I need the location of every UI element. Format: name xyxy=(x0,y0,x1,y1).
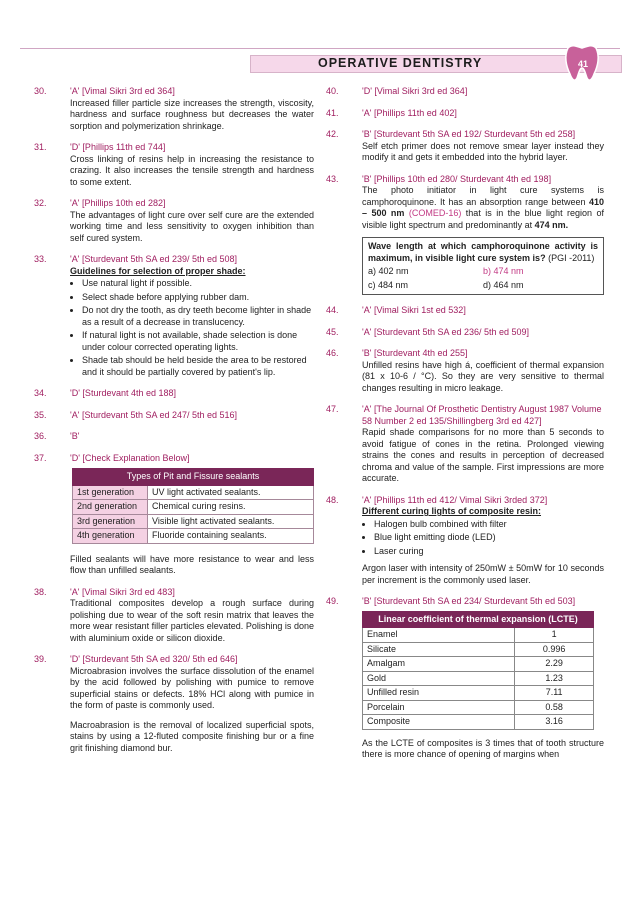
exam-source: (PGI -2011) xyxy=(548,252,595,263)
table-cell: 3rd generation xyxy=(73,514,148,529)
question-number: 32. xyxy=(34,198,47,208)
table-cell: Chemical curing resins. xyxy=(148,500,314,515)
table-cell: 2nd generation xyxy=(73,500,148,515)
answer-reference: 'B' xyxy=(70,431,80,441)
list-item: • If natural light is not available, shade selection is done under colour corrected operating lights. xyxy=(82,330,314,353)
shade-guidelines-list xyxy=(70,278,314,378)
table-row xyxy=(363,642,594,657)
question-number: 35. xyxy=(34,409,47,420)
table-row xyxy=(73,485,314,500)
question-number: 49. xyxy=(326,596,339,606)
answer-reference: 'A' [Phillips 11th ed 412/ Vimal Sikri 3rded 372] xyxy=(362,494,548,505)
answer-41 xyxy=(326,108,604,120)
list-item: • Shade tab should be held beside the area to be restored and it should be partially covered by patient's lip. xyxy=(82,355,314,378)
answer-31 xyxy=(34,142,314,188)
answer-40 xyxy=(326,86,604,98)
question-number: 31. xyxy=(34,142,47,152)
answer-reference: 'A' [Sturdevant 5th SA ed 239/ 5th ed 508] xyxy=(70,254,238,264)
exam-question-text: Wave length at which camphoroquinone activity is maximum, in visible light cure system is? xyxy=(368,241,598,263)
question-number: 46. xyxy=(326,348,339,358)
table-row xyxy=(363,671,594,686)
table-cell: 1 xyxy=(515,628,594,643)
answer-reference: 'B' [Phillips 10th ed 280/ Sturdevant 4th ed 198] xyxy=(362,173,552,184)
table-cell: Amalgam xyxy=(363,657,515,672)
option: d) 464 nm xyxy=(483,279,524,290)
explanation-text: Argon laser with intensity of 250mW ± 50mW for 10 seconds per increment is the commonly used laser. xyxy=(362,563,604,585)
answer-33 xyxy=(34,254,314,378)
page-number: 41 xyxy=(577,59,588,69)
header-rule xyxy=(20,48,620,49)
table-cell: Gold xyxy=(363,671,515,686)
table-row xyxy=(363,686,594,701)
table-row xyxy=(363,657,594,672)
answer-39 xyxy=(34,654,314,754)
question-number: 36. xyxy=(34,431,47,441)
peak-wavelength: 474 nm. xyxy=(534,219,569,230)
answer-reference: 'A' [Vimal Sikri 3rd ed 364] xyxy=(70,86,175,96)
answer-reference: 'B' [Sturdevant 5th SA ed 192/ Sturdevant 5th ed 258] xyxy=(362,129,576,139)
answer-reference: 'A' [Sturdevant 5th SA ed 236/ 5th ed 509] xyxy=(362,326,530,337)
answer-35 xyxy=(34,410,314,422)
list-item: • Blue light emitting diode (LED) xyxy=(374,532,604,544)
answer-32 xyxy=(34,198,314,244)
answer-reference: 'A' [Sturdevant 5th SA ed 247/ 5th ed 516] xyxy=(70,409,238,420)
table-title: Types of Pit and Fissure sealants xyxy=(73,469,314,486)
answer-reference: 'D' [Sturdevant 4th ed 188] xyxy=(70,388,177,398)
question-number: 37. xyxy=(34,452,47,463)
question-number: 38. xyxy=(34,586,47,597)
table-cell: Silicate xyxy=(363,642,515,657)
exam-question xyxy=(368,241,598,264)
table-cell: 3.16 xyxy=(515,715,594,730)
list-item: • Use natural light if possible. xyxy=(82,278,314,290)
answer-reference: 'D' [Phillips 11th ed 744] xyxy=(70,142,166,152)
list-item: • Halogen bulb combined with filter xyxy=(374,519,604,531)
page-title: OPERATIVE DENTISTRY xyxy=(318,56,483,70)
table-cell: 0.996 xyxy=(515,642,594,657)
answer-reference: 'A' [Phillips 11th ed 402] xyxy=(362,107,457,118)
text-run: The photo initiator in light cure systems is camphoroquinone. It has an absorption range between xyxy=(362,185,604,207)
answer-reference: 'A' [Phillips 10th ed 282] xyxy=(70,198,166,208)
curing-lights-list xyxy=(362,519,604,558)
answer-reference: 'D' [Vimal Sikri 3rd ed 364] xyxy=(362,86,468,96)
answer-36 xyxy=(34,431,314,443)
explanation-text: Self etch primer does not remove smear layer instead they modify it and gets it embedded into the hybrid layer. xyxy=(362,140,604,162)
explanation-text: Filled sealants will have more resistance to wear and less flow than unfilled sealants. xyxy=(70,553,314,575)
question-number: 45. xyxy=(326,326,339,337)
answer-reference: 'B' [Sturdevant 4th ed 255] xyxy=(362,348,468,358)
question-number: 42. xyxy=(326,129,339,139)
explanation-text: Unfilled resins have high á, coefficient of thermal expansion (81 x 10-6 / °C). So they are very sensitive to thermal changes resulting in micro leakage. xyxy=(362,359,604,393)
table-cell: 1.23 xyxy=(515,671,594,686)
answer-42 xyxy=(326,129,604,164)
answer-reference: 'A' [The Journal Of Prosthetic Dentistry August 1987 Volume 58 Number 2 ed 135/Shillingberg 3rd ed 427] xyxy=(362,404,602,426)
explanation-text: Microabrasion involves the surface dissolution of the enamel by the acid followed by polishing with pumice to remove superficial stains or defects. 18% HCl along with pumice in the form of paste is commonly used. xyxy=(70,665,314,710)
lcte-table xyxy=(362,611,594,730)
question-number: 41. xyxy=(326,107,339,118)
table-cell: Unfilled resin xyxy=(363,686,515,701)
text-run: (COMED-16) xyxy=(404,208,462,218)
table-row xyxy=(363,628,594,643)
answer-reference: 'D' [Check Explanation Below] xyxy=(70,452,190,463)
table-row xyxy=(73,529,314,544)
answer-reference: 'B' [Sturdevant 5th SA ed 234/ Sturdevant 5th ed 503] xyxy=(362,596,576,606)
left-column xyxy=(34,86,314,764)
table-cell: 0.58 xyxy=(515,700,594,715)
option: c) 484 nm xyxy=(368,279,409,290)
question-number: 47. xyxy=(326,404,339,414)
list-item: • Laser curing xyxy=(374,546,604,558)
table-row xyxy=(363,700,594,715)
table-cell: Enamel xyxy=(363,628,515,643)
section-subheading: Different curing lights of composite resin: xyxy=(362,506,542,516)
explanation-text: Traditional composites develop a rough surface during polishing due to wear of the soft resin matrix that leaves the more wear resistant filler particles elevated. Polishing is done with aluminium oxide or silicon dioxide. xyxy=(70,598,314,643)
table-row xyxy=(363,715,594,730)
explanation-text: Cross linking of resins help in increasing the resistance to crazing. It also increases the tensile strength and hardness to some extent. xyxy=(70,153,314,187)
answer-30 xyxy=(34,86,314,132)
explanation-text: As the LCTE of composites is 3 times that of tooth structure there is more chance of opening of margins when xyxy=(362,737,604,759)
table-cell: 2.29 xyxy=(515,657,594,672)
answer-47 xyxy=(326,404,604,485)
question-number: 40. xyxy=(326,86,339,96)
sealant-generations-table xyxy=(72,468,314,544)
table-cell: Visible light activated sealants. xyxy=(148,514,314,529)
text-run: that is in the blue light region of visible light spectrum and predominantly at xyxy=(362,208,604,230)
question-number: 43. xyxy=(326,173,339,184)
list-item: • Do not dry the tooth, as dry teeth become lighter in shade as a result of a decrease in translucency. xyxy=(82,305,314,328)
table-title: Linear coefficient of thermal expansion (LCTE) xyxy=(363,611,594,628)
explanation-text: Increased filler particle size increases the strength, viscosity, hardness and surface roughness but decreases the water sorption and polymerization shrinkage. xyxy=(70,97,314,131)
explanation-text: Rapid shade comparisons for no more than 5 seconds to avoid fatigue of cones in the retina. Prolonged viewing strains the cones and results in perception of decreased chroma and value of the sample. First impressions are more accurate. xyxy=(362,427,604,483)
explanation-text: The advantages of light cure over self cure are the extended working time and less sensitivity to oxygen inhibition than self cured system. xyxy=(70,209,314,243)
section-subheading: Guidelines for selection of proper shade: xyxy=(70,265,246,276)
answer-44 xyxy=(326,305,604,317)
table-row xyxy=(73,500,314,515)
table-cell: Composite xyxy=(363,715,515,730)
answer-reference: 'D' [Sturdevant 5th SA ed 320/ 5th ed 646] xyxy=(70,654,238,664)
answer-37 xyxy=(34,453,314,577)
answer-48 xyxy=(326,495,604,587)
explanation-text xyxy=(362,185,604,231)
exam-options xyxy=(368,266,598,291)
table-cell: UV light activated sealants. xyxy=(148,485,314,500)
answer-46 xyxy=(326,348,604,394)
answer-reference: 'A' [Vimal Sikri 3rd ed 483] xyxy=(70,586,175,597)
question-number: 44. xyxy=(326,305,339,315)
table-cell: 4th generation xyxy=(73,529,148,544)
answer-45 xyxy=(326,327,604,339)
answer-34 xyxy=(34,388,314,400)
answer-49 xyxy=(326,596,604,761)
answer-reference: 'A' [Vimal Sikri 1st ed 532] xyxy=(362,305,466,315)
list-item: • Select shade before applying rubber dam. xyxy=(82,292,314,304)
question-number: 33. xyxy=(34,254,47,264)
option: a) 402 nm xyxy=(368,266,409,276)
table-cell: 7.11 xyxy=(515,686,594,701)
option-correct: b) 474 nm xyxy=(483,266,524,276)
right-column xyxy=(326,86,604,771)
table-cell: Porcelain xyxy=(363,700,515,715)
question-number: 34. xyxy=(34,388,47,398)
answer-43 xyxy=(326,174,604,296)
answer-38 xyxy=(34,587,314,645)
wavelength-range: 410 – 500 nm xyxy=(362,196,604,218)
table-cell: Fluoride containing sealants. xyxy=(148,529,314,544)
question-number: 39. xyxy=(34,654,47,664)
question-number: 48. xyxy=(326,494,339,505)
explanation-text: Macroabrasion is the removal of localized superficial spots, stains by using a 12-fluted composite finishing bur or a fine grit finishing diamond bur. xyxy=(70,719,314,753)
question-number: 30. xyxy=(34,86,47,96)
exam-question-box xyxy=(362,237,604,295)
table-cell: 1st generation xyxy=(73,485,148,500)
table-row xyxy=(73,514,314,529)
